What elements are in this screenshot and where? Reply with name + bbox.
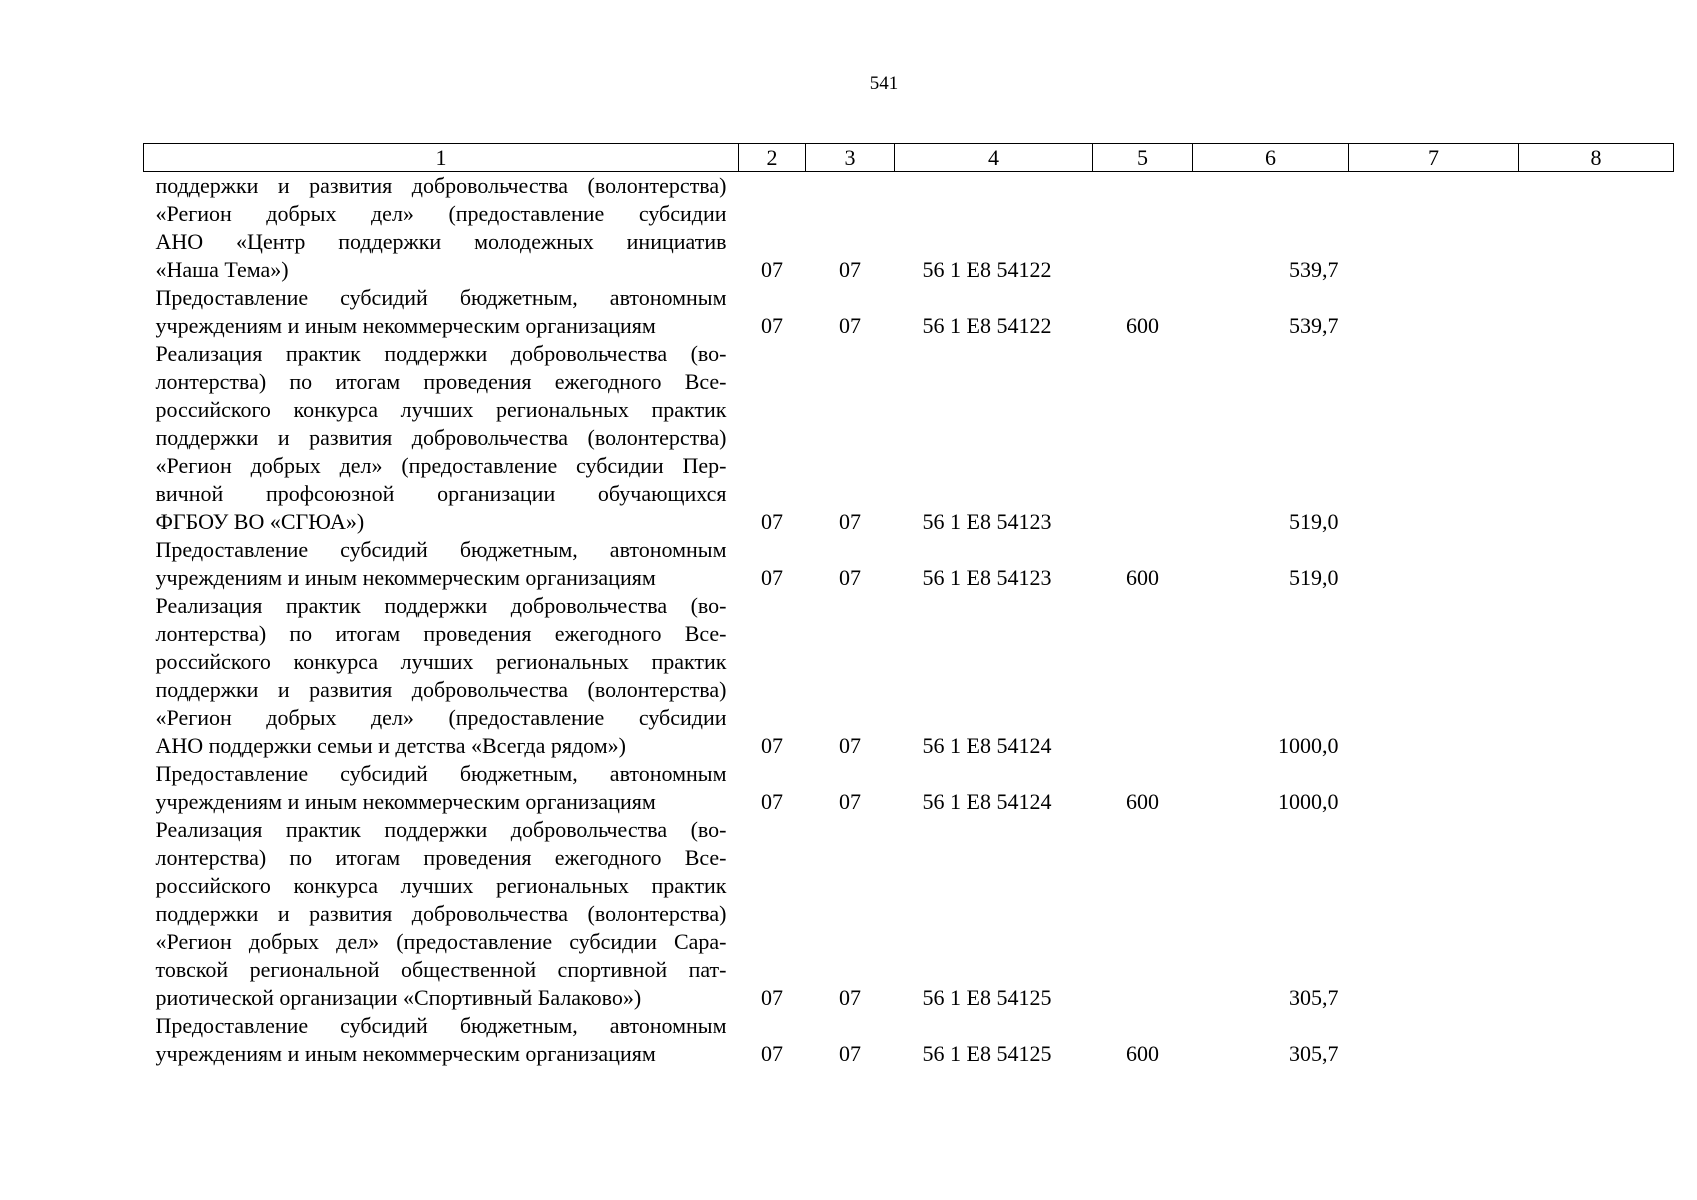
page-number: 541 [869, 73, 899, 94]
section-cell: 07 [761, 789, 783, 814]
amount-cell: 1000,0 [1278, 733, 1339, 758]
description-line: Предоставление субсидий бюджетным, автономным [155, 1013, 727, 1038]
section-cell: 07 [761, 733, 783, 758]
column-8-cell [1519, 340, 1674, 536]
column-8-cell [1519, 592, 1674, 760]
description-line: учреждениям и иным некоммерческим организациям [155, 313, 656, 338]
description-line: товской региональной общественной спортивной пат- [155, 957, 727, 982]
column-8-cell [1519, 284, 1674, 340]
subsection-cell: 07 [839, 733, 861, 758]
description-line: Реализация практик поддержки добровольчества (во- [155, 593, 727, 618]
expense-type-cell [1093, 816, 1193, 1012]
expense-type-cell: 600 [1126, 789, 1159, 814]
description-line: вичной профсоюзной организации обучающихся [155, 481, 727, 506]
expense-type-cell: 600 [1126, 1041, 1159, 1066]
description-line: «Регион добрых дел» (предоставление субсидии [155, 201, 727, 226]
description-line: Предоставление субсидий бюджетным, автономным [155, 761, 727, 786]
description-cell [144, 592, 739, 760]
amount-cell: 539,7 [1289, 313, 1339, 338]
target-article-cell: 56 1 E8 54124 [922, 789, 1052, 814]
description-cell [144, 1012, 739, 1068]
table-body [144, 172, 1674, 1069]
column-8-cell [1519, 172, 1674, 285]
expense-type-cell [1093, 340, 1193, 536]
table-row [144, 592, 1674, 760]
column-7-cell [1349, 816, 1519, 1012]
subsection-cell: 07 [839, 509, 861, 534]
description-line: Предоставление субсидий бюджетным, автономным [155, 537, 727, 562]
description-cell [144, 760, 739, 816]
target-article-cell: 56 1 E8 54123 [922, 509, 1052, 534]
subsection-cell: 07 [839, 789, 861, 814]
description-line: «Регион добрых дел» (предоставление субсидии [155, 705, 727, 730]
target-article-cell: 56 1 E8 54125 [922, 985, 1052, 1010]
description-line: риотической организации «Спортивный Балаково») [155, 985, 642, 1010]
description-cell [144, 536, 739, 592]
description-line: российского конкурса лучших региональных практик [155, 649, 727, 674]
description-line: «Регион добрых дел» (предоставление субсидии Сара- [155, 929, 727, 954]
description-line: лонтерства) по итогам проведения ежегодного Все- [155, 621, 727, 646]
section-cell: 07 [761, 1041, 783, 1066]
column-7-cell [1349, 1012, 1519, 1068]
column-8-cell [1519, 760, 1674, 816]
table-row [144, 536, 1674, 592]
amount-cell: 1000,0 [1278, 789, 1339, 814]
target-article-cell: 56 1 E8 54122 [922, 257, 1052, 282]
target-article-cell: 56 1 E8 54125 [922, 1041, 1052, 1066]
section-cell: 07 [761, 509, 783, 534]
column-8-cell [1519, 1012, 1674, 1068]
description-line: российского конкурса лучших региональных практик [155, 397, 727, 422]
subsection-cell: 07 [839, 257, 861, 282]
column-header-4: 4 [895, 144, 1093, 172]
column-header-6: 6 [1193, 144, 1349, 172]
column-8-cell [1519, 816, 1674, 1012]
description-line: лонтерства) по итогам проведения ежегодного Все- [155, 845, 727, 870]
description-line: поддержки и развития добровольчества (волонтерства) [155, 677, 727, 702]
column-7-cell [1349, 760, 1519, 816]
budget-table [143, 143, 1674, 1068]
description-line: лонтерства) по итогам проведения ежегодного Все- [155, 369, 727, 394]
section-cell: 07 [761, 985, 783, 1010]
description-cell [144, 816, 739, 1012]
amount-cell: 539,7 [1289, 257, 1339, 282]
section-cell: 07 [761, 257, 783, 282]
column-7-cell [1349, 284, 1519, 340]
table-row [144, 1012, 1674, 1068]
target-article-cell: 56 1 E8 54123 [922, 565, 1052, 590]
description-line: АНО «Центр поддержки молодежных инициатив [155, 229, 727, 254]
description-line: Реализация практик поддержки добровольчества (во- [155, 817, 727, 842]
description-line: «Регион добрых дел» (предоставление субсидии Пер- [155, 453, 727, 478]
target-article-cell: 56 1 E8 54124 [922, 733, 1052, 758]
description-line: учреждениям и иным некоммерческим организациям [155, 1041, 656, 1066]
section-cell: 07 [761, 565, 783, 590]
description-cell [144, 172, 739, 285]
column-7-cell [1349, 172, 1519, 285]
description-line: учреждениям и иным некоммерческим организациям [155, 565, 656, 590]
table-row [144, 284, 1674, 340]
column-header-2: 2 [739, 144, 806, 172]
column-header-3: 3 [806, 144, 895, 172]
table-row [144, 760, 1674, 816]
table-row [144, 816, 1674, 1012]
column-header-7: 7 [1349, 144, 1519, 172]
description-cell [144, 340, 739, 536]
subsection-cell: 07 [839, 565, 861, 590]
description-line: учреждениям и иным некоммерческим организациям [155, 789, 656, 814]
amount-cell: 519,0 [1289, 509, 1339, 534]
column-number-header-row [144, 144, 1674, 172]
description-line: ФГБОУ ВО «СГЮА») [155, 509, 365, 534]
description-line: Предоставление субсидий бюджетным, автономным [155, 285, 727, 310]
description-line: поддержки и развития добровольчества (волонтерства) [155, 425, 727, 450]
description-line: поддержки и развития добровольчества (волонтерства) [155, 901, 727, 926]
column-7-cell [1349, 592, 1519, 760]
column-8-cell [1519, 536, 1674, 592]
column-header-1: 1 [144, 144, 739, 172]
amount-cell: 305,7 [1289, 985, 1339, 1010]
subsection-cell: 07 [839, 1041, 861, 1066]
subsection-cell: 07 [839, 985, 861, 1010]
budget-table-container [143, 143, 1674, 1068]
expense-type-cell [1093, 592, 1193, 760]
table-row [144, 340, 1674, 536]
description-line: российского конкурса лучших региональных практик [155, 873, 727, 898]
description-line: Реализация практик поддержки добровольчества (во- [155, 341, 727, 366]
target-article-cell: 56 1 E8 54122 [922, 313, 1052, 338]
column-7-cell [1349, 536, 1519, 592]
expense-type-cell [1093, 172, 1193, 285]
column-header-8: 8 [1519, 144, 1674, 172]
column-7-cell [1349, 340, 1519, 536]
amount-cell: 305,7 [1289, 1041, 1339, 1066]
description-cell [144, 284, 739, 340]
expense-type-cell: 600 [1126, 565, 1159, 590]
expense-type-cell: 600 [1126, 313, 1159, 338]
description-line: поддержки и развития добровольчества (волонтерства) [155, 173, 727, 198]
amount-cell: 519,0 [1289, 565, 1339, 590]
description-line: АНО поддержки семьи и детства «Всегда рядом») [155, 733, 626, 758]
column-header-5: 5 [1093, 144, 1193, 172]
description-line: «Наша Тема») [155, 257, 289, 282]
table-row [144, 172, 1674, 285]
section-cell: 07 [761, 313, 783, 338]
subsection-cell: 07 [839, 313, 861, 338]
